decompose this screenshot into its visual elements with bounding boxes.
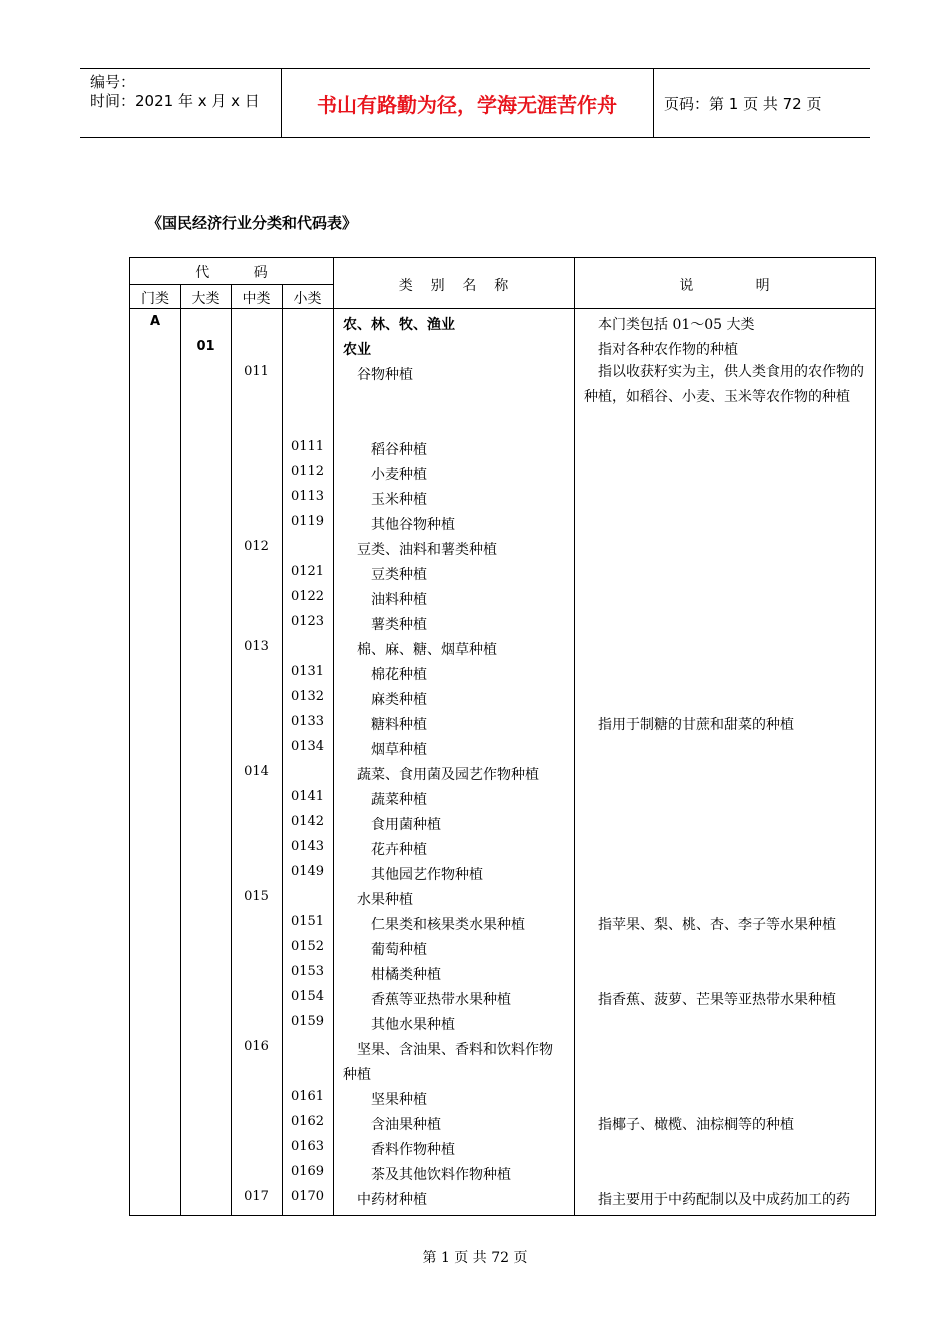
code-xiaolei: 0163 xyxy=(290,1139,325,1154)
code-zhonglei: 014 xyxy=(244,764,269,779)
code-xiaolei: 0112 xyxy=(290,464,325,479)
table-row xyxy=(130,1135,875,1160)
table-row xyxy=(130,810,875,835)
code-xiaolei: 0119 xyxy=(290,514,325,529)
category-name: 小麦种植 xyxy=(371,467,427,483)
category-name: 仁果类和核果类水果种植 xyxy=(371,917,525,933)
category-name: 香料作物种植 xyxy=(371,1142,455,1158)
code-xiaolei: 0153 xyxy=(290,964,325,979)
category-name: 稻谷种植 xyxy=(371,442,427,458)
table-row xyxy=(130,485,875,510)
code-dalei: 01 xyxy=(196,339,215,354)
table-row xyxy=(130,1160,875,1185)
category-desc: 本门类包括 01～05 大类 xyxy=(598,317,755,333)
header-name: 类 别 名 称 xyxy=(398,278,509,294)
table-row xyxy=(130,510,875,535)
table-row xyxy=(130,685,875,710)
code-xiaolei: 0123 xyxy=(290,614,325,629)
desc-011: 指以收获籽实为主，供人类食用的农作物的种植，如稻谷、小麦、玉米等农作物的种植 xyxy=(584,364,864,405)
code-menlei: A xyxy=(149,314,161,329)
header-code: 代 码 xyxy=(195,265,268,281)
category-desc: 指椰子、橄榄、油棕榈等的种植 xyxy=(598,1117,794,1133)
code-xiaolei: 0122 xyxy=(290,589,325,604)
category-name: 其他谷物种植 xyxy=(371,517,455,533)
table-row xyxy=(130,535,875,560)
category-name: 麻类种植 xyxy=(371,692,427,708)
page-header xyxy=(80,68,870,138)
code-xiaolei: 0161 xyxy=(290,1089,325,1104)
category-name: 棉、麻、糖、烟草种植 xyxy=(357,642,497,658)
header-zhonglei: 中类 xyxy=(242,291,271,307)
header-dalei: 大类 xyxy=(191,291,220,307)
category-desc: 指香蕉、菠萝、芒果等亚热带水果种植 xyxy=(598,992,836,1008)
code-xiaolei: 0141 xyxy=(290,789,325,804)
table-row xyxy=(130,835,875,860)
code-zhonglei: 015 xyxy=(244,889,269,904)
table-row xyxy=(130,1010,875,1035)
table-row xyxy=(130,635,875,660)
table-row xyxy=(130,760,875,785)
category-name: 坚果种植 xyxy=(371,1092,427,1108)
document-title: 《国民经济行业分类和代码表》 xyxy=(147,214,358,232)
table-row xyxy=(130,1185,875,1210)
table-row xyxy=(130,610,875,635)
category-name: 葡萄种植 xyxy=(371,942,427,958)
code-zhonglei: 013 xyxy=(244,639,269,654)
category-name: 食用菌种植 xyxy=(371,817,441,833)
industry-code-table xyxy=(129,257,876,1216)
table-row xyxy=(130,785,875,810)
table-row xyxy=(130,885,875,910)
header-menlei: 门类 xyxy=(141,291,169,307)
category-name: 玉米种植 xyxy=(371,492,427,508)
category-desc: 指主要用于中药配制以及中成药加工的药 xyxy=(598,1192,850,1208)
table-row xyxy=(130,960,875,985)
code-xiaolei: 0170 xyxy=(290,1189,325,1204)
category-name: 蔬菜、食用菌及园艺作物种植 xyxy=(357,767,539,783)
code-xiaolei: 0121 xyxy=(290,564,325,579)
category-name: 农、林、牧、渔业 xyxy=(343,317,455,333)
table-row xyxy=(130,910,875,935)
header-page-info: 页码：第 1 页 共 72 页 xyxy=(664,94,822,113)
page-footer: 第 1 页 共 72 页 xyxy=(422,1250,528,1266)
table-row xyxy=(130,735,875,760)
header-motto: 书山有路勤为径，学海无涯苦作舟 xyxy=(281,69,654,137)
table-row xyxy=(130,1085,875,1110)
table-row xyxy=(130,585,875,610)
table-row xyxy=(130,985,875,1010)
code-xiaolei: 0143 xyxy=(290,839,325,854)
table-row xyxy=(130,1035,875,1060)
category-name: 油料种植 xyxy=(371,592,427,608)
table-row xyxy=(130,560,875,585)
header-meta xyxy=(80,69,282,137)
code-xiaolei: 0154 xyxy=(290,989,325,1004)
table-row xyxy=(130,860,875,885)
category-name: 豆类、油料和薯类种植 xyxy=(357,542,497,558)
category-name: 豆类种植 xyxy=(371,567,427,583)
category-name: 农业 xyxy=(343,342,371,358)
code-xiaolei: 0133 xyxy=(290,714,325,729)
code-zhonglei: 012 xyxy=(244,539,269,554)
code-xiaolei: 0162 xyxy=(290,1114,325,1129)
code-xiaolei: 0169 xyxy=(290,1164,325,1179)
category-name: 烟草种植 xyxy=(371,742,427,758)
header-xiaolei: 小类 xyxy=(293,291,322,307)
category-name: 蔬菜种植 xyxy=(371,792,427,808)
code-xiaolei: 0149 xyxy=(290,864,325,879)
table-row xyxy=(130,710,875,735)
category-desc: 指对各种农作物的种植 xyxy=(598,342,738,358)
code-xiaolei: 0142 xyxy=(290,814,325,829)
category-name: 柑橘类种植 xyxy=(371,967,441,983)
header-desc: 说 明 xyxy=(679,278,770,294)
category-desc: 指用于制糖的甘蔗和甜菜的种植 xyxy=(598,717,794,733)
table-row xyxy=(130,1110,875,1135)
table-row xyxy=(130,335,875,360)
category-name: 香蕉等亚热带水果种植 xyxy=(371,992,511,1008)
code-xiaolei: 0132 xyxy=(290,689,325,704)
category-name: 花卉种植 xyxy=(371,842,427,858)
category-name: 含油果种植 xyxy=(371,1117,441,1133)
category-name: 其他水果种植 xyxy=(371,1017,455,1033)
code-xiaolei: 0131 xyxy=(290,664,325,679)
category-name: 薯类种植 xyxy=(371,617,427,633)
code-xiaolei: 0134 xyxy=(290,739,325,754)
table-row xyxy=(130,310,875,335)
code-xiaolei: 0159 xyxy=(290,1014,325,1029)
category-name: 中药材种植 xyxy=(357,1192,427,1208)
code-zhonglei: 017 xyxy=(244,1189,269,1204)
code-xiaolei: 0111 xyxy=(290,439,325,454)
code-zhonglei: 016 xyxy=(244,1039,269,1054)
code-xiaolei: 0113 xyxy=(290,489,325,504)
table-row xyxy=(130,460,875,485)
category-name: 种植 xyxy=(343,1067,371,1083)
category-name: 谷物种植 xyxy=(357,367,413,383)
category-name: 坚果、含油果、香料和饮料作物 xyxy=(357,1042,553,1058)
table-row xyxy=(130,1060,875,1085)
category-name: 水果种植 xyxy=(357,892,413,908)
code-xiaolei: 0152 xyxy=(290,939,325,954)
code-zhonglei: 011 xyxy=(244,364,269,379)
category-name: 茶及其他饮料作物种植 xyxy=(371,1167,511,1183)
code-xiaolei: 0151 xyxy=(290,914,325,929)
table-row xyxy=(130,935,875,960)
table-row xyxy=(130,435,875,460)
category-name: 糖料种植 xyxy=(371,717,427,733)
category-name: 其他园艺作物种植 xyxy=(371,867,483,883)
table-row xyxy=(130,660,875,685)
category-name: 棉花种植 xyxy=(371,667,427,683)
code-label: 编号： xyxy=(90,73,136,91)
category-desc: 指苹果、梨、桃、杏、李子等水果种植 xyxy=(598,917,836,933)
time-label: 时间：2021 年 x 月 x 日 xyxy=(90,92,260,110)
